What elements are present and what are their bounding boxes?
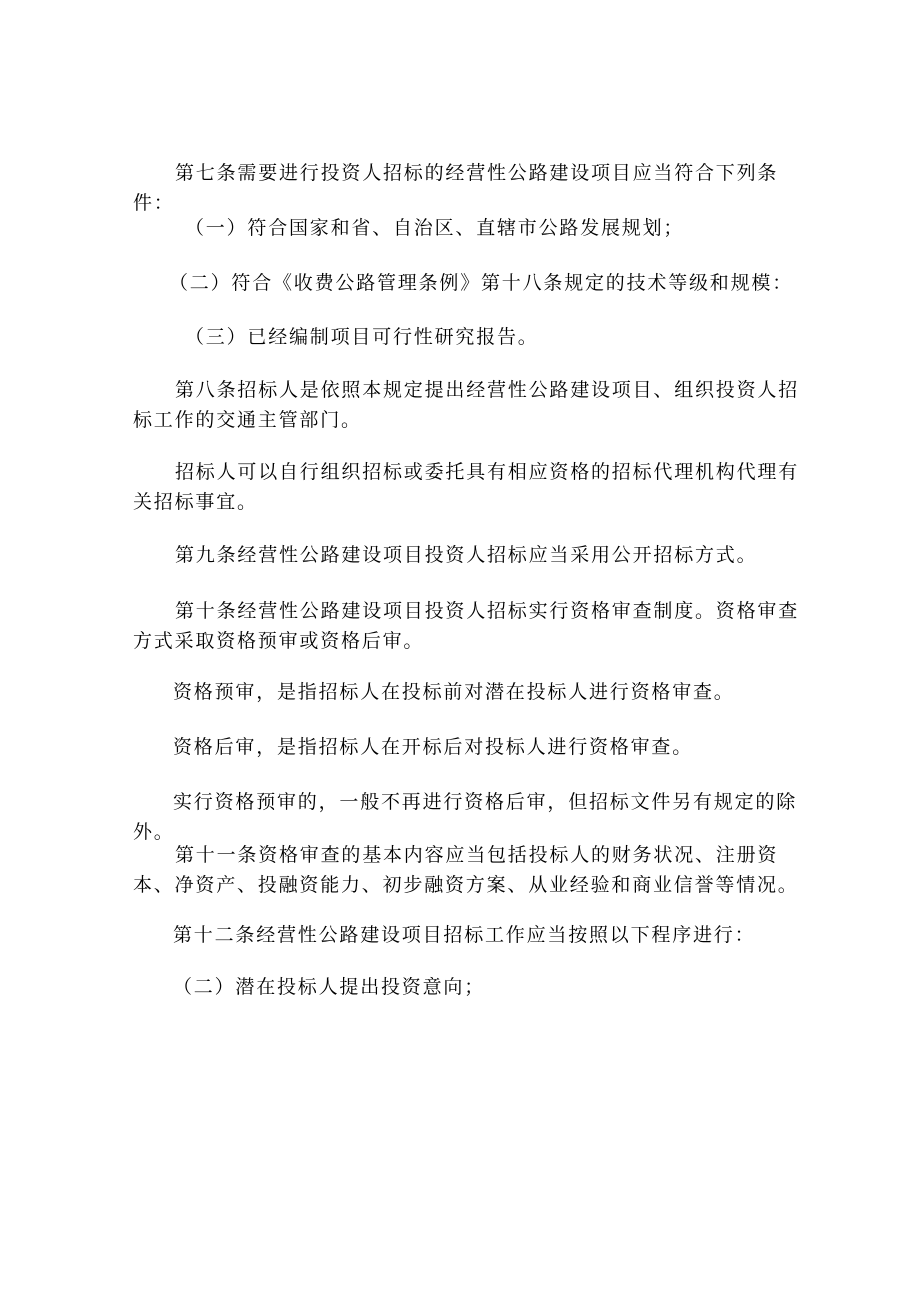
article-7-paragraph: 第七条需要进行投资人招标的经营性公路建设项目应当符合下列条件： (133, 162, 779, 214)
article-11-paragraph: 第十一条资格审查的基本内容应当包括投标人的财务状况、注册资本、净资产、投融资能力、初步融资方案、从业经验和商业信誉等情况。 (133, 844, 799, 896)
article-8-paragraph: 第八条招标人是依照本规定提出经营性公路建设项目、组织投资人招标工作的交通主管部门。 (133, 379, 800, 431)
article-9-paragraph: 第九条经营性公路建设项目投资人招标应当采用公开招标方式。 (175, 544, 758, 566)
article-12-paragraph: 第十二条经营性公路建设项目招标工作应当按照以下程序进行： (173, 924, 756, 946)
condition-3-paragraph: （三）已经编制项目可行性研究报告。 (185, 326, 539, 348)
tenderer-entrust-paragraph: 招标人可以自行组织招标或委托具有相应资格的招标代理机构代理有关招标事宜。 (133, 461, 800, 513)
prequalification-rule-paragraph: 实行资格预审的，一般不再进行资格后审，但招标文件另有规定的除外。 (133, 791, 798, 843)
postqualification-paragraph: 资格后审，是指招标人在开标后对投标人进行资格审查。 (173, 736, 694, 758)
condition-1-paragraph: （一）符合国家和省、自治区、直辖市公路发展规划； (185, 217, 685, 239)
prequalification-paragraph: 资格预审，是指招标人在投标前对潜在投标人进行资格审查。 (173, 681, 735, 703)
procedure-2-paragraph: （二）潜在投标人提出投资意向； (173, 976, 486, 998)
article-10-paragraph: 第十条经营性公路建设项目投资人招标实行资格审查制度。资格审查方式采取资格预审或资格后审。 (133, 600, 800, 652)
condition-2-paragraph: （二）符合《收费公路管理条例》第十八条规定的技术等级和规模： (169, 272, 794, 294)
